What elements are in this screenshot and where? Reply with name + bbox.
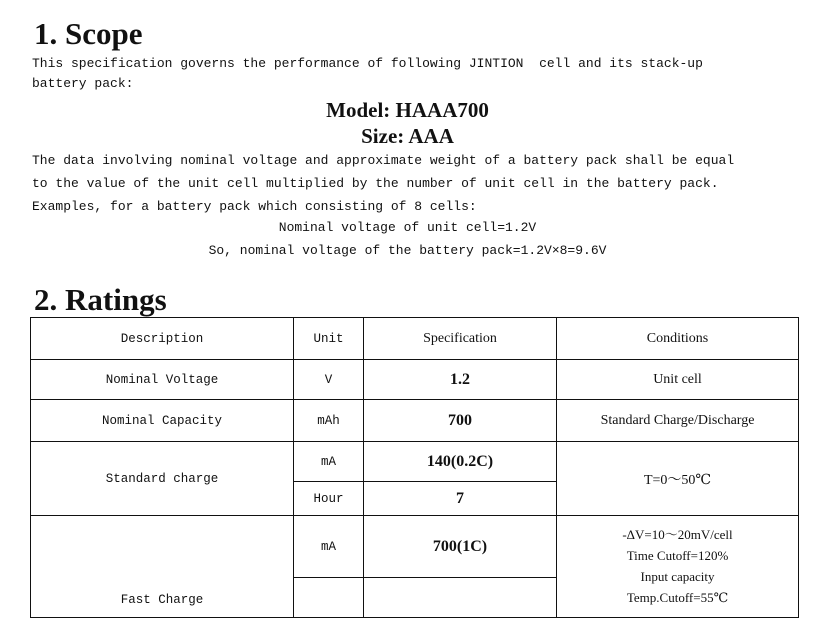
- scope-paragraph-line-1: The data involving nominal voltage and approximate weight of a battery pack shall be equal: [32, 153, 735, 168]
- row-fast-charge-unit-1: mA: [294, 516, 364, 578]
- row-nominal-voltage-unit: V: [294, 360, 364, 400]
- fast-charge-condition-3: Input capacity: [640, 569, 715, 584]
- row-nominal-voltage-description: Nominal Voltage: [31, 360, 294, 400]
- fast-charge-condition-1: -ΔV=10～20mV/cell: [622, 527, 733, 542]
- example-line-1: Nominal voltage of unit cell=1.2V: [278, 220, 537, 235]
- table-row: [31, 400, 799, 442]
- table-row: [31, 442, 799, 482]
- row-fast-charge-description: Fast Charge: [31, 516, 294, 618]
- example-line-2: So, nominal voltage of the battery pack=1.2V×8=9.6V: [208, 243, 607, 258]
- scope-paragraph-line-2: to the value of the unit cell multiplied by the number of unit cell in the battery pack.: [32, 176, 719, 191]
- ratings-table: [30, 317, 799, 618]
- row-nominal-capacity-unit: mAh: [294, 400, 364, 442]
- row-standard-charge-unit-1: mA: [294, 442, 364, 482]
- table-row: [31, 360, 799, 400]
- ratings-heading: 2. Ratings: [34, 282, 167, 317]
- header-unit: Unit: [294, 318, 364, 360]
- row-fast-charge-spec-1: 700(1C): [364, 516, 557, 578]
- fast-charge-condition-4: Temp.Cutoff=55℃: [626, 590, 729, 605]
- table-row: [31, 516, 799, 578]
- scope-intro-line-2: battery pack:: [32, 76, 134, 91]
- row-nominal-capacity-conditions: Standard Charge/Discharge: [557, 400, 799, 442]
- header-specification: Specification: [364, 318, 557, 360]
- size-label: Size: AAA: [361, 124, 454, 148]
- row-fast-charge-unit-2: [294, 578, 364, 618]
- table-header-row: [31, 318, 799, 360]
- header-conditions: Conditions: [557, 318, 799, 360]
- row-standard-charge-spec-2: 7: [364, 482, 557, 516]
- scope-intro-line-1: This specification governs the performance of following JINTION cell and its stack-up: [32, 56, 703, 71]
- row-nominal-capacity-spec: 700: [364, 400, 557, 442]
- row-fast-charge-spec-2: [364, 578, 557, 618]
- row-standard-charge-unit-2: Hour: [294, 482, 364, 516]
- scope-paragraph-line-3: Examples, for a battery pack which consisting of 8 cells:: [32, 199, 477, 214]
- row-standard-charge-spec-1: 140(0.2C): [364, 442, 557, 482]
- scope-heading: 1. Scope: [34, 16, 143, 51]
- model-label: Model: HAAA700: [326, 98, 489, 122]
- row-standard-charge-conditions: T=0～50℃: [557, 442, 799, 516]
- row-fast-charge-conditions: [557, 516, 799, 618]
- row-nominal-voltage-conditions: Unit cell: [557, 360, 799, 400]
- row-standard-charge-description: Standard charge: [31, 442, 294, 516]
- row-nominal-voltage-spec: 1.2: [364, 360, 557, 400]
- header-description: Description: [31, 318, 294, 360]
- fast-charge-condition-2: Time Cutoff=120%: [626, 548, 729, 563]
- row-nominal-capacity-description: Nominal Capacity: [31, 400, 294, 442]
